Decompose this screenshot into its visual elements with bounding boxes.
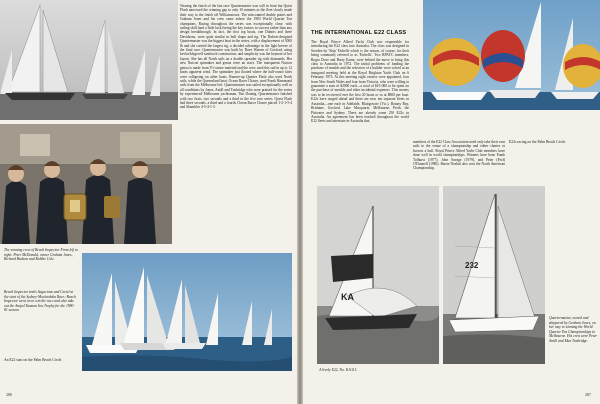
caption-ka111: A lively E22, No. KA111.: [319, 368, 358, 372]
left-page: [0, 0, 297, 404]
quartermaster-photo: [443, 186, 545, 364]
right-page: [303, 0, 600, 404]
caption-crew-text: The winning crew of Beach Inspector. From left to right: Peter McDonald, owner Graham Jones, Richard Hudson and Robbie Cole.: [4, 248, 78, 261]
left-body-text: Nearing the finish of the last race Quartermaster was still in front but Quest Flash narrowed the winning gap to only 10 minutes as the fleet slowly made their way to the finish off Williamstown. The miscounted double points and Graham Jones and his crew came ashore the 1983 World Quarter Ton champions. Racing throughout the series was exceptionally close, with sailing skill (and a little luck) being the key factors to success rather than any design breakthrough. In fact, the first top boats, one Dubois and three Davidsons, were quite similar in hull shape and rig. The Dubois-designed Quartermaster was the biggest boat in the series, with a displacement of 3000 lb and she carried the largest rig, a decided advantage in the light breeze of the final race. Quartermaster was built by Dave Warren of Gosford, using kevlar/klegecell sandwich construction, and simplicity was the keynote of her layout. She has all North sails on a double spreader rig with diamonds. Her new Nuicon spinnaker and genoa were an asset. The transparent Nuicon genoa is made from 3½-ounce material and the crew used this sail in up to 12 knots apparent wind. The spinnaker just floated where the half-ounce kites were collapsing on other boats. Runner-up Quarter Flash also used North sails, while the Queensland boat, Ocean Racer Chaser, used Frank Hammond sails from the Melbourne loft. Quartermaster was sailed exceptionally well in all conditions by Jones, Antill and Tonbridge who were praised for the series by experienced Melbourne yachtsman, Tim Donnig. Quartermaster finished with two firsts, two seconds and a third in the five race series. Quest Flash had three seconds, a third and a fourth, Ocean Racer Chaser placed 1-2-1-5-4 and Shambles 4-5-4-1-3.: [180, 4, 292, 110]
crew-photo: [0, 124, 172, 244]
yacht-photo-top: [0, 0, 178, 120]
caption-e22-start: An E22 start on the Palm Beach Circle.: [4, 358, 63, 362]
caption-beach-text: Beach Inspector trails Sagacious and Gretel at the start of the Sydney-Mooloolaba Race; Beach Inspector went on to win the race and also take out the Ampol Tasman Sea Trophy for the 1980-81 season.: [4, 290, 76, 312]
caption-quartermaster: [549, 316, 597, 343]
right-body-col1: The Royal Prince Alfred Yacht Club was responsible for introducing the E22 class into Australia. The class was designed in Sweden by 'Skip' Etchells which is the reason, of course, for their being commonly referred to as 'Etchells'. Two RPAYC members, Roger Dove and Barry Eaton, were behind the move to bring this class to Australia in 1972. The initial problems of funding the purchase of moulds and the selection of a builder were solved at an inaugural meeting held at the Royal Brighton Yacht Club on 6 February 1973. At this meeting eight owners were appointed, four from New South Wales and four from Victoria, who were willing to guarantee a sum of $2000 each—a total of $16 000 to be spent on the purchase of moulds and other incidental expenses. This money was to be recovered over the first 20 boats or so at $800 per boat. E22s have surged ahead and there are now ten separate fleets in Australia—one each in Adelaide, Blairgowrie (Vic.), Botany Bay, Brisbane, Gosford, Lake Macquarie, Melbourne, Perth, the Pittwater and Sydney. There are already some 250 E22s in Australia. An agreement has been reached throughout the world E22 fleets and interstate in Australia that: [311, 40, 409, 124]
sail-number-ka: KA: [341, 292, 354, 302]
yacht-race-photo: [82, 253, 292, 371]
caption-beach-inspector: [4, 290, 78, 313]
section-heading: THE INTERNATIONAL E22 CLASS: [311, 30, 407, 36]
spinnaker-photo: [423, 0, 600, 110]
right-body-col2: members of the E22 Class Association need only take their own sails to the venue of a championship and either charter or borrow a hull. Royal Prince Alfred Yacht Club members have done well in world championships. Winners have been Frank Tolhurst (1977), John Savage (1979), and Peter (Prof) O'Donnell (1980). Barrie Nesbitt also won the North American Championship.: [413, 140, 505, 171]
left-page-number: 286: [6, 392, 12, 397]
e22-ka-photo: [317, 186, 439, 364]
caption-palm-beach: E22s racing on the Palm Beach Circle.: [509, 140, 567, 144]
sail-number-232: 232: [465, 261, 479, 270]
right-page-number: 287: [585, 392, 591, 397]
caption-crew: [4, 248, 78, 262]
caption-quartermaster-text: Quartermaster, owned and skippered by Graham Jones, on her way to winning the World Quarter Ton Championships in Melbourne. His crew were Peter Antill and Max Tonbridge.: [549, 316, 597, 343]
